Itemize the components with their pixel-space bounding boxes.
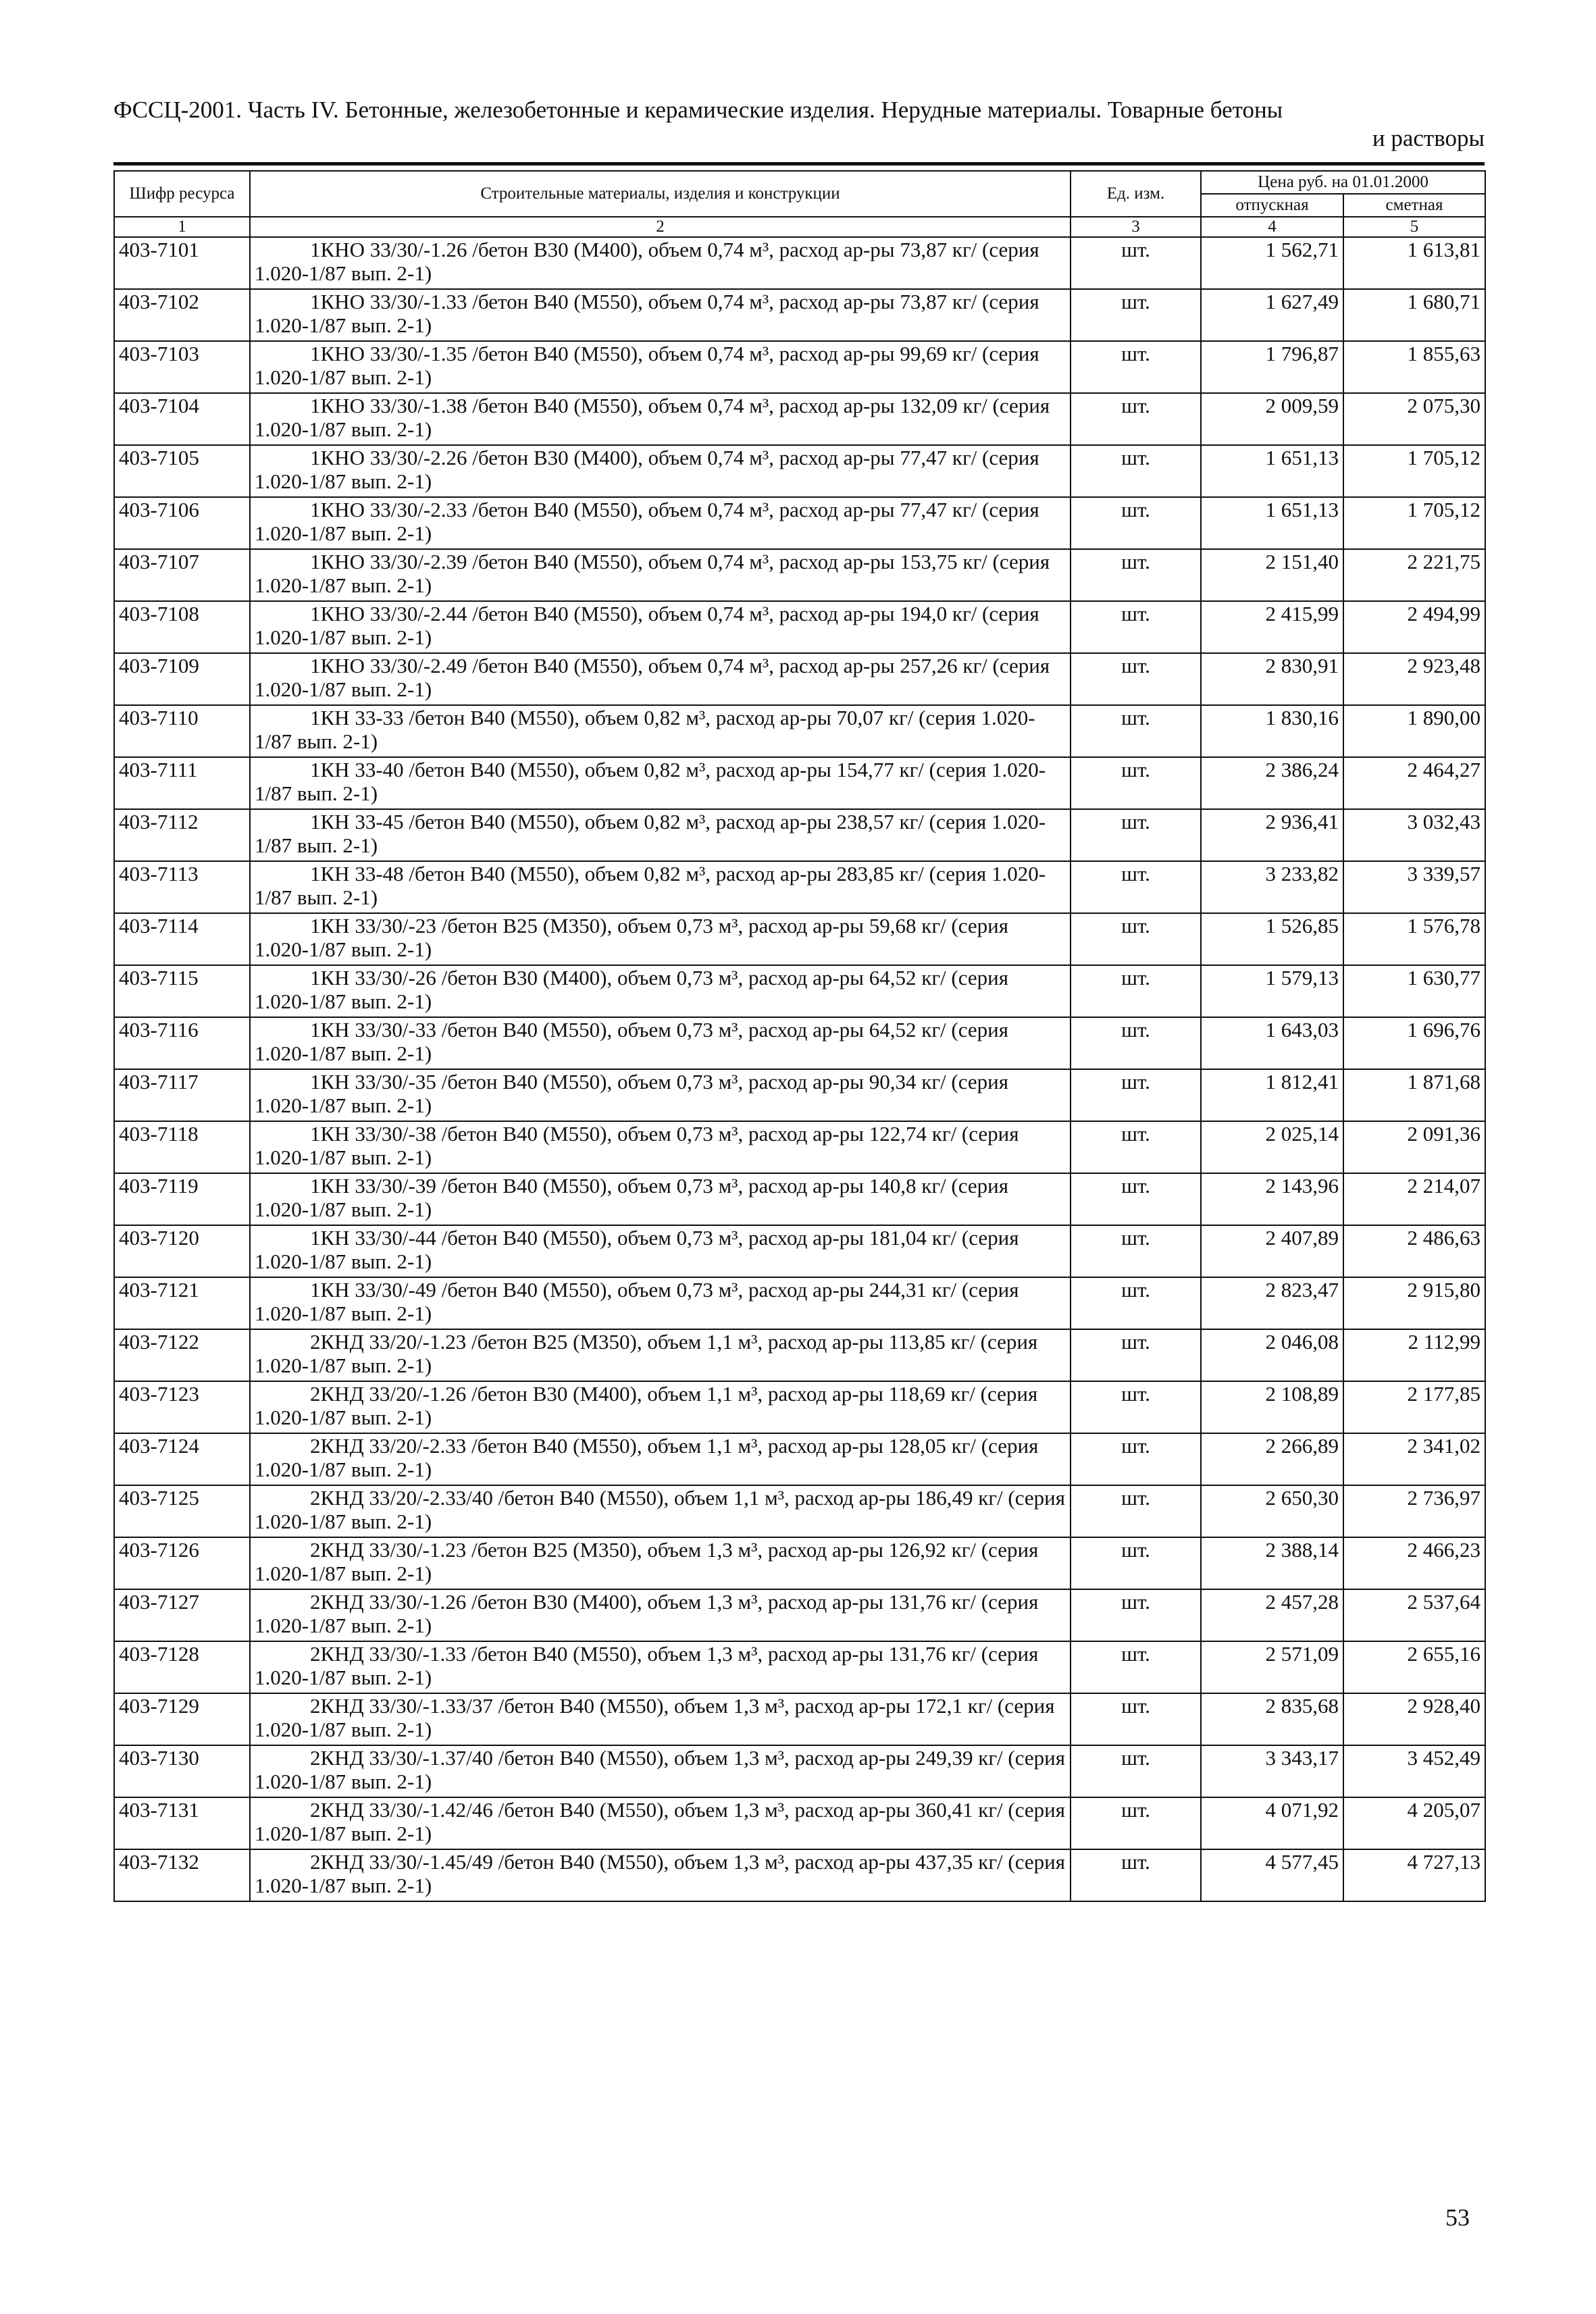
resource-code: 403-7105 bbox=[114, 445, 250, 497]
header-release-price: отпускная bbox=[1201, 194, 1343, 217]
unit: шт. bbox=[1071, 1277, 1201, 1329]
description: 2КНД 33/30/-1.42/46 /бетон В40 (М550), объем 1,3 м³, расход ар-ры 360,41 кг/ (серия 1.020-1/87 вып. 2-1) bbox=[250, 1797, 1071, 1849]
resource-code: 403-7111 bbox=[114, 757, 250, 809]
unit: шт. bbox=[1071, 861, 1201, 913]
header-rule bbox=[113, 162, 1485, 165]
resource-code: 403-7103 bbox=[114, 341, 250, 393]
unit: шт. bbox=[1071, 1849, 1201, 1901]
resource-code: 403-7112 bbox=[114, 809, 250, 861]
estimate-price: 2 494,99 bbox=[1343, 601, 1485, 653]
unit: шт. bbox=[1071, 1069, 1201, 1121]
description: 1КН 33/30/-33 /бетон В40 (М550), объем 0,73 м³, расход ар-ры 64,52 кг/ (серия 1.020-1/87 вып. 2-1) bbox=[250, 1017, 1071, 1069]
unit: шт. bbox=[1071, 289, 1201, 341]
header-estimate-price: сметная bbox=[1343, 194, 1485, 217]
estimate-price: 2 486,63 bbox=[1343, 1225, 1485, 1277]
description: 1КНО 33/30/-2.44 /бетон В40 (М550), объем 0,74 м³, расход ар-ры 194,0 кг/ (серия 1.020-1/87 вып. 2-1) bbox=[250, 601, 1071, 653]
resource-code: 403-7126 bbox=[114, 1537, 250, 1589]
unit: шт. bbox=[1071, 1745, 1201, 1797]
table-row bbox=[114, 1641, 1485, 1693]
column-number: 4 bbox=[1201, 217, 1343, 237]
resource-code: 403-7117 bbox=[114, 1069, 250, 1121]
description: 2КНД 33/30/-1.37/40 /бетон В40 (М550), объем 1,3 м³, расход ар-ры 249,39 кг/ (серия 1.020-1/87 вып. 2-1) bbox=[250, 1745, 1071, 1797]
header-title-line2: и растворы bbox=[1372, 125, 1485, 151]
table-row bbox=[114, 601, 1485, 653]
estimate-price: 2 221,75 bbox=[1343, 549, 1485, 601]
unit: шт. bbox=[1071, 1797, 1201, 1849]
release-price: 1 830,16 bbox=[1201, 705, 1343, 757]
unit: шт. bbox=[1071, 497, 1201, 549]
estimate-price: 2 075,30 bbox=[1343, 393, 1485, 445]
resource-code: 403-7124 bbox=[114, 1433, 250, 1485]
estimate-price: 1 705,12 bbox=[1343, 445, 1485, 497]
table-row bbox=[114, 913, 1485, 965]
estimate-price: 2 214,07 bbox=[1343, 1173, 1485, 1225]
resource-code: 403-7129 bbox=[114, 1693, 250, 1745]
table-row bbox=[114, 393, 1485, 445]
table-row bbox=[114, 341, 1485, 393]
table-row bbox=[114, 1589, 1485, 1641]
estimate-price: 2 341,02 bbox=[1343, 1433, 1485, 1485]
resource-code: 403-7123 bbox=[114, 1381, 250, 1433]
description: 1КН 33-48 /бетон В40 (М550), объем 0,82 м³, расход ар-ры 283,85 кг/ (серия 1.020-1/87 вып. 2-1) bbox=[250, 861, 1071, 913]
table-row bbox=[114, 1069, 1485, 1121]
page-header bbox=[113, 96, 1485, 153]
resource-code: 403-7122 bbox=[114, 1329, 250, 1381]
unit: шт. bbox=[1071, 601, 1201, 653]
release-price: 2 650,30 bbox=[1201, 1485, 1343, 1537]
estimate-price: 4 205,07 bbox=[1343, 1797, 1485, 1849]
estimate-price: 2 177,85 bbox=[1343, 1381, 1485, 1433]
table-row bbox=[114, 549, 1485, 601]
resource-code: 403-7120 bbox=[114, 1225, 250, 1277]
description: 1КН 33/30/-35 /бетон В40 (М550), объем 0,73 м³, расход ар-ры 90,34 кг/ (серия 1.020-1/87 вып. 2-1) bbox=[250, 1069, 1071, 1121]
description: 1КН 33/30/-38 /бетон В40 (М550), объем 0,73 м³, расход ар-ры 122,74 кг/ (серия 1.020-1/87 вып. 2-1) bbox=[250, 1121, 1071, 1173]
estimate-price: 1 576,78 bbox=[1343, 913, 1485, 965]
resource-code: 403-7104 bbox=[114, 393, 250, 445]
table-row bbox=[114, 1381, 1485, 1433]
description: 2КНД 33/20/-1.26 /бетон В30 (М400), объем 1,1 м³, расход ар-ры 118,69 кг/ (серия 1.020-1/87 вып. 2-1) bbox=[250, 1381, 1071, 1433]
release-price: 2 266,89 bbox=[1201, 1433, 1343, 1485]
header-unit: Ед. изм. bbox=[1071, 171, 1201, 217]
unit: шт. bbox=[1071, 393, 1201, 445]
unit: шт. bbox=[1071, 1225, 1201, 1277]
page-number: 53 bbox=[1445, 2204, 1470, 2231]
release-price: 2 407,89 bbox=[1201, 1225, 1343, 1277]
resource-code: 403-7130 bbox=[114, 1745, 250, 1797]
unit: шт. bbox=[1071, 549, 1201, 601]
release-price: 4 071,92 bbox=[1201, 1797, 1343, 1849]
description: 1КН 33/30/-26 /бетон В30 (М400), объем 0,73 м³, расход ар-ры 64,52 кг/ (серия 1.020-1/87 вып. 2-1) bbox=[250, 965, 1071, 1017]
resource-code: 403-7128 bbox=[114, 1641, 250, 1693]
unit: шт. bbox=[1071, 445, 1201, 497]
unit: шт. bbox=[1071, 913, 1201, 965]
price-table bbox=[113, 170, 1486, 1902]
header-price-group: Цена руб. на 01.01.2000 bbox=[1201, 171, 1485, 194]
resource-code: 403-7116 bbox=[114, 1017, 250, 1069]
column-number: 2 bbox=[250, 217, 1071, 237]
resource-code: 403-7118 bbox=[114, 1121, 250, 1173]
release-price: 2 009,59 bbox=[1201, 393, 1343, 445]
table-row bbox=[114, 757, 1485, 809]
release-price: 1 643,03 bbox=[1201, 1017, 1343, 1069]
estimate-price: 2 091,36 bbox=[1343, 1121, 1485, 1173]
estimate-price: 3 339,57 bbox=[1343, 861, 1485, 913]
resource-code: 403-7107 bbox=[114, 549, 250, 601]
table-row bbox=[114, 237, 1485, 289]
table-row bbox=[114, 1121, 1485, 1173]
release-price: 1 579,13 bbox=[1201, 965, 1343, 1017]
table-row bbox=[114, 1693, 1485, 1745]
description: 1КН 33/30/-49 /бетон В40 (М550), объем 0,73 м³, расход ар-ры 244,31 кг/ (серия 1.020-1/87 вып. 2-1) bbox=[250, 1277, 1071, 1329]
table-row bbox=[114, 705, 1485, 757]
resource-code: 403-7114 bbox=[114, 913, 250, 965]
release-price: 2 388,14 bbox=[1201, 1537, 1343, 1589]
estimate-price: 2 915,80 bbox=[1343, 1277, 1485, 1329]
column-number: 5 bbox=[1343, 217, 1485, 237]
release-price: 1 627,49 bbox=[1201, 289, 1343, 341]
release-price: 2 143,96 bbox=[1201, 1173, 1343, 1225]
resource-code: 403-7113 bbox=[114, 861, 250, 913]
estimate-price: 2 928,40 bbox=[1343, 1693, 1485, 1745]
release-price: 2 151,40 bbox=[1201, 549, 1343, 601]
unit: шт. bbox=[1071, 1485, 1201, 1537]
estimate-price: 1 890,00 bbox=[1343, 705, 1485, 757]
release-price: 2 025,14 bbox=[1201, 1121, 1343, 1173]
estimate-price: 2 655,16 bbox=[1343, 1641, 1485, 1693]
description: 2КНД 33/20/-1.23 /бетон В25 (М350), объем 1,1 м³, расход ар-ры 113,85 кг/ (серия 1.020-1/87 вып. 2-1) bbox=[250, 1329, 1071, 1381]
unit: шт. bbox=[1071, 1589, 1201, 1641]
release-price: 2 457,28 bbox=[1201, 1589, 1343, 1641]
column-numbers-row bbox=[114, 217, 1485, 237]
table-row bbox=[114, 1225, 1485, 1277]
release-price: 1 562,71 bbox=[1201, 237, 1343, 289]
unit: шт. bbox=[1071, 757, 1201, 809]
description: 1КНО 33/30/-2.26 /бетон В30 (М400), объем 0,74 м³, расход ар-ры 77,47 кг/ (серия 1.020-1/87 вып. 2-1) bbox=[250, 445, 1071, 497]
release-price: 2 415,99 bbox=[1201, 601, 1343, 653]
unit: шт. bbox=[1071, 1693, 1201, 1745]
unit: шт. bbox=[1071, 1641, 1201, 1693]
release-price: 2 936,41 bbox=[1201, 809, 1343, 861]
table-row bbox=[114, 497, 1485, 549]
table-row bbox=[114, 653, 1485, 705]
table-body bbox=[114, 237, 1485, 1901]
resource-code: 403-7131 bbox=[114, 1797, 250, 1849]
unit: шт. bbox=[1071, 1433, 1201, 1485]
table-row bbox=[114, 965, 1485, 1017]
resource-code: 403-7119 bbox=[114, 1173, 250, 1225]
estimate-price: 3 032,43 bbox=[1343, 809, 1485, 861]
estimate-price: 2 466,23 bbox=[1343, 1537, 1485, 1589]
table-row bbox=[114, 1797, 1485, 1849]
description: 2КНД 33/20/-2.33/40 /бетон В40 (М550), объем 1,1 м³, расход ар-ры 186,49 кг/ (серия 1.020-1/87 вып. 2-1) bbox=[250, 1485, 1071, 1537]
description: 1КНО 33/30/-1.35 /бетон В40 (М550), объем 0,74 м³, расход ар-ры 99,69 кг/ (серия 1.020-1/87 вып. 2-1) bbox=[250, 341, 1071, 393]
table-row bbox=[114, 1849, 1485, 1901]
description: 1КНО 33/30/-2.33 /бетон В40 (М550), объем 0,74 м³, расход ар-ры 77,47 кг/ (серия 1.020-1/87 вып. 2-1) bbox=[250, 497, 1071, 549]
table-row bbox=[114, 809, 1485, 861]
unit: шт. bbox=[1071, 341, 1201, 393]
resource-code: 403-7127 bbox=[114, 1589, 250, 1641]
description: 2КНД 33/30/-1.33 /бетон В40 (М550), объем 1,3 м³, расход ар-ры 131,76 кг/ (серия 1.020-1/87 вып. 2-1) bbox=[250, 1641, 1071, 1693]
table-row bbox=[114, 289, 1485, 341]
release-price: 1 651,13 bbox=[1201, 497, 1343, 549]
description: 1КНО 33/30/-2.49 /бетон В40 (М550), объем 0,74 м³, расход ар-ры 257,26 кг/ (серия 1.020-1/87 вып. 2-1) bbox=[250, 653, 1071, 705]
resource-code: 403-7121 bbox=[114, 1277, 250, 1329]
estimate-price: 1 680,71 bbox=[1343, 289, 1485, 341]
description: 1КНО 33/30/-1.38 /бетон В40 (М550), объем 0,74 м³, расход ар-ры 132,09 кг/ (серия 1.020-1/87 вып. 2-1) bbox=[250, 393, 1071, 445]
resource-code: 403-7108 bbox=[114, 601, 250, 653]
resource-code: 403-7101 bbox=[114, 237, 250, 289]
resource-code: 403-7115 bbox=[114, 965, 250, 1017]
description: 1КНО 33/30/-1.33 /бетон В40 (М550), объем 0,74 м³, расход ар-ры 73,87 кг/ (серия 1.020-1/87 вып. 2-1) bbox=[250, 289, 1071, 341]
description: 1КН 33/30/-44 /бетон В40 (М550), объем 0,73 м³, расход ар-ры 181,04 кг/ (серия 1.020-1/87 вып. 2-1) bbox=[250, 1225, 1071, 1277]
unit: шт. bbox=[1071, 965, 1201, 1017]
resource-code: 403-7102 bbox=[114, 289, 250, 341]
estimate-price: 2 464,27 bbox=[1343, 757, 1485, 809]
description: 2КНД 33/30/-1.45/49 /бетон В40 (М550), объем 1,3 м³, расход ар-ры 437,35 кг/ (серия 1.020-1/87 вып. 2-1) bbox=[250, 1849, 1071, 1901]
release-price: 1 526,85 bbox=[1201, 913, 1343, 965]
description: 2КНД 33/20/-2.33 /бетон В40 (М550), объем 1,1 м³, расход ар-ры 128,05 кг/ (серия 1.020-1/87 вып. 2-1) bbox=[250, 1433, 1071, 1485]
table-row bbox=[114, 1017, 1485, 1069]
description: 1КН 33/30/-23 /бетон В25 (М350), объем 0,73 м³, расход ар-ры 59,68 кг/ (серия 1.020-1/87 вып. 2-1) bbox=[250, 913, 1071, 965]
estimate-price: 2 736,97 bbox=[1343, 1485, 1485, 1537]
table-row bbox=[114, 861, 1485, 913]
estimate-price: 3 452,49 bbox=[1343, 1745, 1485, 1797]
resource-code: 403-7132 bbox=[114, 1849, 250, 1901]
release-price: 2 386,24 bbox=[1201, 757, 1343, 809]
release-price: 3 343,17 bbox=[1201, 1745, 1343, 1797]
unit: шт. bbox=[1071, 1017, 1201, 1069]
table-row bbox=[114, 1277, 1485, 1329]
table-row bbox=[114, 1537, 1485, 1589]
table-row bbox=[114, 1329, 1485, 1381]
estimate-price: 1 871,68 bbox=[1343, 1069, 1485, 1121]
unit: шт. bbox=[1071, 1329, 1201, 1381]
estimate-price: 2 537,64 bbox=[1343, 1589, 1485, 1641]
description: 2КНД 33/30/-1.26 /бетон В30 (М400), объем 1,3 м³, расход ар-ры 131,76 кг/ (серия 1.020-1/87 вып. 2-1) bbox=[250, 1589, 1071, 1641]
resource-code: 403-7125 bbox=[114, 1485, 250, 1537]
release-price: 2 571,09 bbox=[1201, 1641, 1343, 1693]
header-title-line1: ФССЦ-2001. Часть IV. Бетонные, железобетонные и керамические изделия. Нерудные материалы. Товарные бетоны bbox=[113, 97, 1283, 123]
unit: шт. bbox=[1071, 1173, 1201, 1225]
resource-code: 403-7106 bbox=[114, 497, 250, 549]
description: 2КНД 33/30/-1.23 /бетон В25 (М350), объем 1,3 м³, расход ар-ры 126,92 кг/ (серия 1.020-1/87 вып. 2-1) bbox=[250, 1537, 1071, 1589]
release-price: 2 823,47 bbox=[1201, 1277, 1343, 1329]
release-price: 2 046,08 bbox=[1201, 1329, 1343, 1381]
unit: шт. bbox=[1071, 705, 1201, 757]
column-number: 3 bbox=[1071, 217, 1201, 237]
description: 2КНД 33/30/-1.33/37 /бетон В40 (М550), объем 1,3 м³, расход ар-ры 172,1 кг/ (серия 1.020-1/87 вып. 2-1) bbox=[250, 1693, 1071, 1745]
unit: шт. bbox=[1071, 1121, 1201, 1173]
release-price: 3 233,82 bbox=[1201, 861, 1343, 913]
description: 1КН 33/30/-39 /бетон В40 (М550), объем 0,73 м³, расход ар-ры 140,8 кг/ (серия 1.020-1/87 вып. 2-1) bbox=[250, 1173, 1071, 1225]
estimate-price: 4 727,13 bbox=[1343, 1849, 1485, 1901]
description: 1КН 33-33 /бетон В40 (М550), объем 0,82 м³, расход ар-ры 70,07 кг/ (серия 1.020-1/87 вып. 2-1) bbox=[250, 705, 1071, 757]
unit: шт. bbox=[1071, 237, 1201, 289]
release-price: 4 577,45 bbox=[1201, 1849, 1343, 1901]
resource-code: 403-7109 bbox=[114, 653, 250, 705]
description: 1КН 33-40 /бетон В40 (М550), объем 0,82 м³, расход ар-ры 154,77 кг/ (серия 1.020-1/87 вып. 2-1) bbox=[250, 757, 1071, 809]
unit: шт. bbox=[1071, 1381, 1201, 1433]
header-code: Шифр ресурса bbox=[114, 171, 250, 217]
release-price: 2 830,91 bbox=[1201, 653, 1343, 705]
release-price: 2 108,89 bbox=[1201, 1381, 1343, 1433]
resource-code: 403-7110 bbox=[114, 705, 250, 757]
estimate-price: 1 855,63 bbox=[1343, 341, 1485, 393]
release-price: 1 651,13 bbox=[1201, 445, 1343, 497]
description: 1КНО 33/30/-2.39 /бетон В40 (М550), объем 0,74 м³, расход ар-ры 153,75 кг/ (серия 1.020-1/87 вып. 2-1) bbox=[250, 549, 1071, 601]
estimate-price: 1 705,12 bbox=[1343, 497, 1485, 549]
estimate-price: 2 923,48 bbox=[1343, 653, 1485, 705]
table-row bbox=[114, 1173, 1485, 1225]
description: 1КНО 33/30/-1.26 /бетон В30 (М400), объем 0,74 м³, расход ар-ры 73,87 кг/ (серия 1.020-1/87 вып. 2-1) bbox=[250, 237, 1071, 289]
release-price: 2 835,68 bbox=[1201, 1693, 1343, 1745]
unit: шт. bbox=[1071, 1537, 1201, 1589]
column-number: 1 bbox=[114, 217, 250, 237]
table-row bbox=[114, 445, 1485, 497]
estimate-price: 1 696,76 bbox=[1343, 1017, 1485, 1069]
table-row bbox=[114, 1745, 1485, 1797]
estimate-price: 1 630,77 bbox=[1343, 965, 1485, 1017]
unit: шт. bbox=[1071, 653, 1201, 705]
estimate-price: 2 112,99 bbox=[1343, 1329, 1485, 1381]
table-row bbox=[114, 1485, 1485, 1537]
unit: шт. bbox=[1071, 809, 1201, 861]
description: 1КН 33-45 /бетон В40 (М550), объем 0,82 м³, расход ар-ры 238,57 кг/ (серия 1.020-1/87 вып. 2-1) bbox=[250, 809, 1071, 861]
release-price: 1 812,41 bbox=[1201, 1069, 1343, 1121]
table-row bbox=[114, 1433, 1485, 1485]
header-name: Строительные материалы, изделия и конструкции bbox=[250, 171, 1071, 217]
release-price: 1 796,87 bbox=[1201, 341, 1343, 393]
estimate-price: 1 613,81 bbox=[1343, 237, 1485, 289]
